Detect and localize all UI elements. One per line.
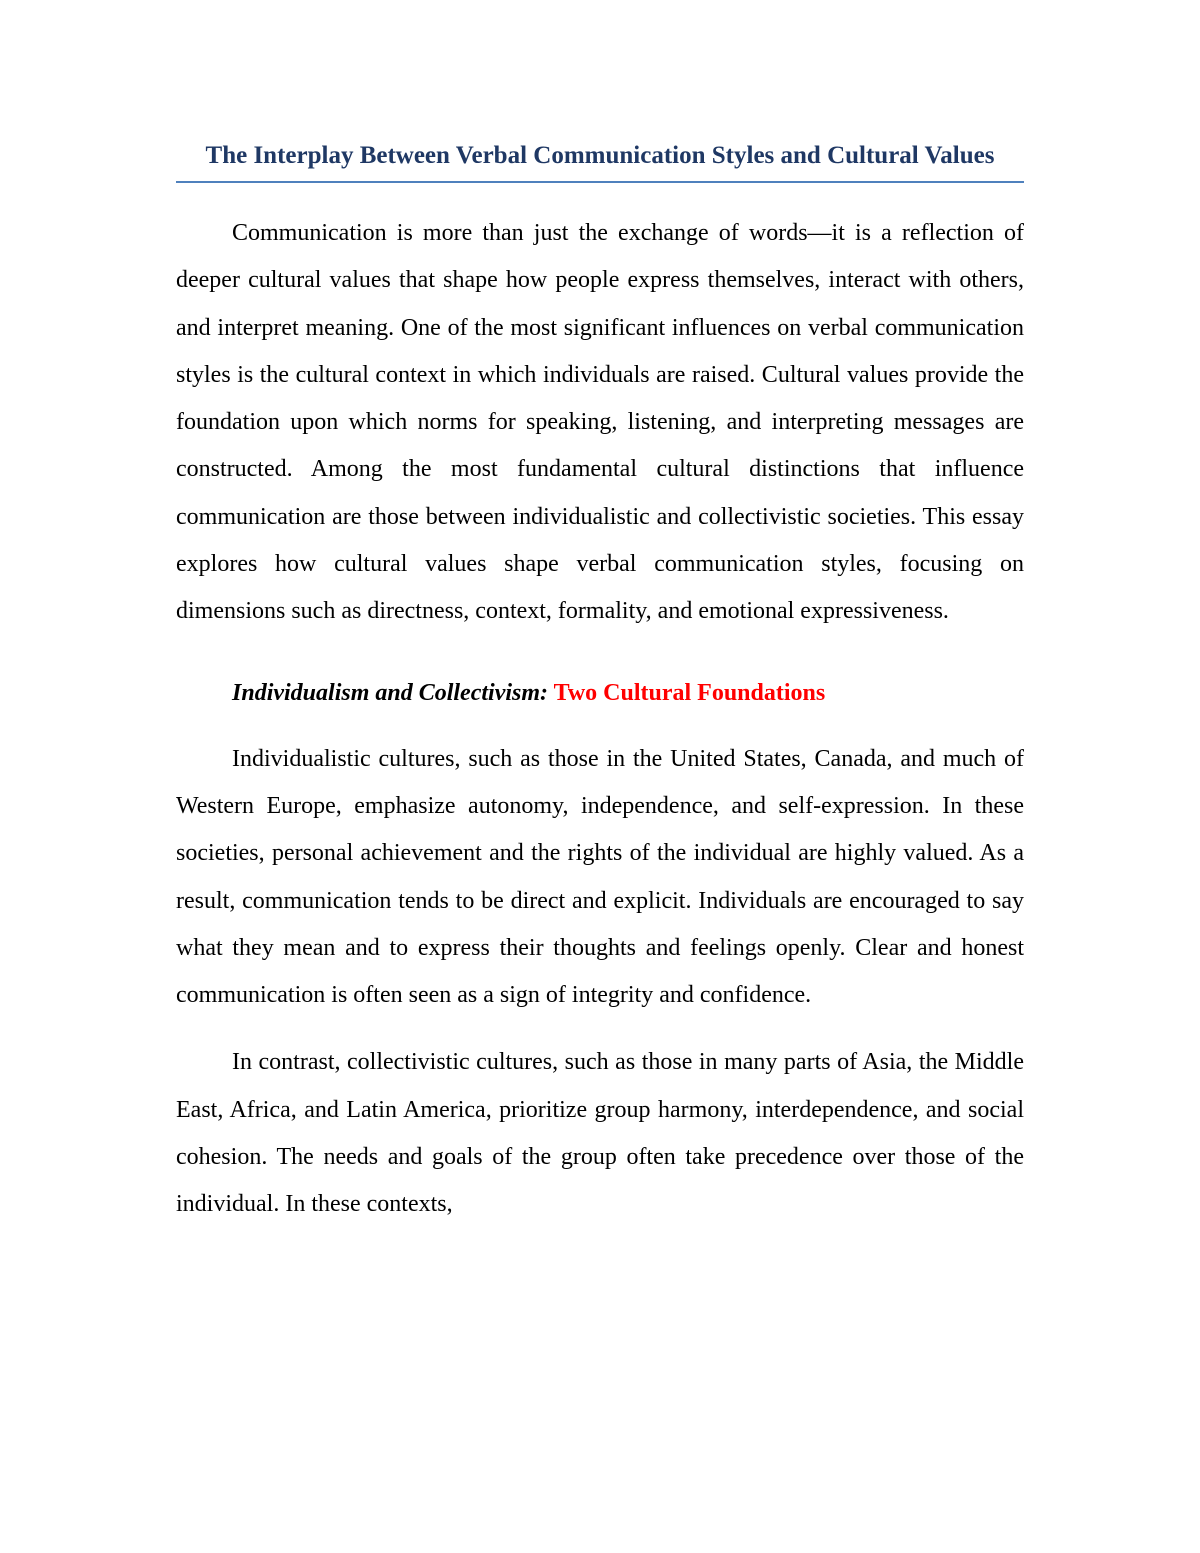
section-heading-red-part: Two Cultural Foundations	[553, 679, 826, 706]
section-heading	[176, 670, 1024, 717]
section-heading-italic-part: Individualism and Collectivism:	[232, 679, 549, 706]
paragraph-individualism: Individualistic cultures, such as those in the United States, Canada, and much of Western Europe, emphasize autonomy, independence, and self-expression. In these societies, personal achievement and the rights of the individual are highly valued. As a result, communication tends to be direct and explicit. Individuals are encouraged to say what they mean and to express their thoughts and feelings openly. Clear and honest communication is often seen as a sign of integrity and confidence.	[176, 745, 1024, 1009]
paragraph-collectivism: In contrast, collectivistic cultures, such as those in many parts of Asia, the Middle East, Africa, and Latin America, prioritize group harmony, interdependence, and social cohesion. The needs and goals of the group often take precedence over those of the individual. In these contexts,	[176, 1049, 1024, 1218]
document-title: The Interplay Between Verbal Communication Styles and Cultural Values	[176, 140, 1024, 183]
document-page	[176, 140, 1024, 1229]
paragraph-introduction: Communication is more than just the exchange of words—it is a reflection of deeper cultural values that shape how people express themselves, interact with others, and interpret meaning. One of the most significant influences on verbal communication styles is the cultural context in which individuals are raised. Cultural values provide the foundation upon which norms for speaking, listening, and interpreting messages are constructed. Among the most fundamental cultural distinctions that influence communication are those between individualistic and collectivistic societies. This essay explores how cultural values shape verbal communication styles, focusing on dimensions such as directness, context, formality, and emotional expressiveness.	[176, 220, 1024, 625]
